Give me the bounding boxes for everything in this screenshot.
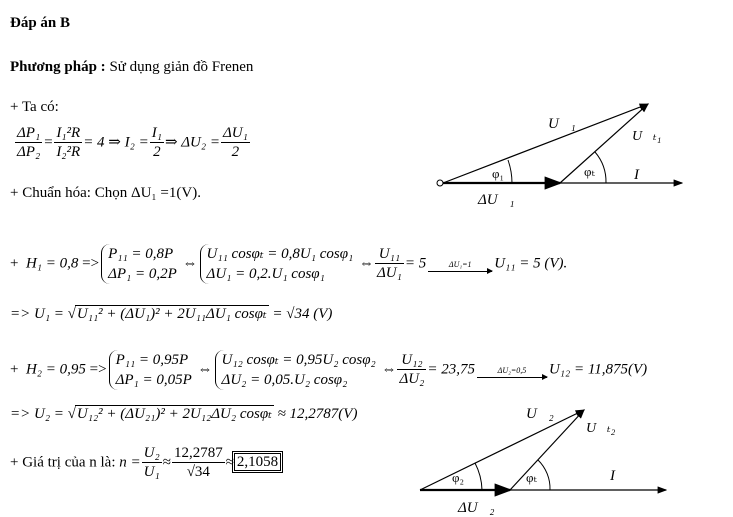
n-label: + Giá trị của n là: xyxy=(10,454,116,471)
origin-point xyxy=(437,180,443,186)
eq1-tail1: = 4 ⇒ I₂ = xyxy=(83,134,149,151)
n-value-line: + Giá trị của n là: n = $\frac{\text{U₂}}{\text{U₁}}$ ≈ $\frac{12,2787}{√34}$ ≈ 2,1058 xyxy=(10,446,281,480)
u1-sqrt: U₁₁² + (ΔU₁)² + 2U₁₁ΔU₁ cosφₜ xyxy=(76,306,267,322)
eq1-tail2: ⇒ ΔU₂ = xyxy=(164,134,220,151)
phi2-arc xyxy=(475,463,482,490)
normalize-line: + Chuẩn hóa: Chọn ΔU₁ =1(V). xyxy=(10,185,201,201)
du2-label: ΔU⃗₂ xyxy=(458,500,495,516)
i-label: I⃗ xyxy=(610,468,627,484)
phi1-arc xyxy=(508,160,512,183)
u1-equation: => U₁ = √U₁₁² + (ΔU₁)² + 2U₁₁ΔU₁ cosφₜ = √34 (V) xyxy=(10,306,333,322)
ut2-label: U⃗ₜ₂ xyxy=(586,421,616,436)
phasor-diagram-1 xyxy=(420,92,710,212)
phit-label: φₜ xyxy=(584,164,595,179)
h1-system-power: P₁₁ = 0,8P ΔP₁ = 0,2P xyxy=(101,244,179,284)
phit-label: φₜ xyxy=(526,470,537,485)
u1-label: U⃗₁ xyxy=(548,116,576,132)
method-text: Sử dụng giản đồ Frenen xyxy=(109,59,254,75)
h1-equation: + H₁ = 0,8 => P₁₁ = 0,8P ΔP₁ = 0,2P ⇔ U₁₁ cosφₜ = 0,8U₁ cosφ₁ ΔU₁ = 0,2.U₁ cosφ₁ ⇔ $\frac{\text{U₁₁}}{\text{ΔU₁}}$ = 5 ΔU₁=1 U₁₁ = 5 (V). xyxy=(10,246,568,282)
method-line xyxy=(10,60,253,75)
n-fraction-1: $\frac{\text{U₂}}{\text{U₁}}$ xyxy=(143,445,160,480)
answer-box: 2,1058 xyxy=(234,453,281,471)
h2-fraction: $\frac{\text{U₁₂}}{\text{ΔU₂}}$ xyxy=(399,352,425,387)
h2-equation: + H₂ = 0,95 => P₁₁ = 0,95P ΔP₁ = 0,05P ⇔ U₁₂ cosφₜ = 0,95U₂ cosφ₂ ΔU₂ = 0,05.U₂ cosφ₂ ⇔ $\frac{\text{U₁₂}}{\text{ΔU₂}}$ = 23,75 ΔU₂=0,5 U₁₂ = 11,875(V) xyxy=(10,352,648,388)
h1-result: U₁₁ = 5 (V). xyxy=(494,255,568,272)
u2-vector xyxy=(420,410,584,490)
h2-system-voltage: U₁₂ cosφₜ = 0,95U₂ cosφ₂ ΔU₂ = 0,05.U₂ cosφ₂ xyxy=(215,350,378,390)
fraction-du1-2: $\frac{\text{ΔU₁}}{2}$ xyxy=(222,125,248,160)
n-fraction-2: $\frac{12,2787}{√34}$ xyxy=(173,445,223,480)
h2-lhs: H₂ = 0,95 xyxy=(25,361,86,378)
u2-result: ≈ 12,2787(V) xyxy=(277,406,358,422)
ut2-vector xyxy=(510,410,584,490)
u2-equation: => U₂ = √U₁₂² + (ΔU₂₁)² + 2U₁₂ΔU₂ cosφₜ ≈ 12,2787(V) xyxy=(10,406,358,422)
fraction-dp: $\frac{\text{ΔP₁}}{\text{ΔP₂}}$ xyxy=(17,125,41,160)
du1-label: ΔU⃗₁ xyxy=(478,192,515,208)
h1-lhs: H₁ = 0,8 xyxy=(25,255,79,272)
equation-power-ratio: $\frac{\text{ΔP₁}}{\text{ΔP₂}}$ = $\frac{\text{I₁²R}}{\text{I₂²R}}$ = 4 ⇒ I₂ = $\frac{\text{I₁}}{2}$ ⇒ ΔU₂ = $\frac{\text{ΔU₁}}{2}$ xyxy=(17,125,248,160)
method-label: Phương pháp : xyxy=(10,59,106,75)
phit-arc xyxy=(538,460,550,490)
plus-sign: + xyxy=(10,255,19,272)
u1-vector xyxy=(443,104,648,183)
u1-result: = √34 (V) xyxy=(272,306,333,322)
h2-system-power: P₁₁ = 0,95P ΔP₁ = 0,05P xyxy=(109,350,194,390)
ut1-label: U⃗ₜ₁ xyxy=(632,129,662,144)
phit-arc xyxy=(595,152,606,183)
i-label: I⃗ xyxy=(634,167,651,183)
u2-sqrt: U₁₂² + (ΔU₂₁)² + 2U₁₂ΔU₂ cosφₜ xyxy=(76,406,272,422)
phasor-diagram-2 xyxy=(400,392,700,517)
h2-implies-arrow: ΔU₂=0,5 xyxy=(477,366,547,378)
h2-result: U₁₂ = 11,875(V) xyxy=(548,361,648,378)
h1-implies-arrow: ΔU₁=1 xyxy=(428,260,492,272)
phi2-label: φ₂ xyxy=(452,470,465,485)
h1-system-voltage: U₁₁ cosφₜ = 0,8U₁ cosφ₁ ΔU₁ = 0,2.U₁ cosφ₁ xyxy=(200,244,356,284)
h1-fraction: $\frac{\text{U₁₁}}{\text{ΔU₁}}$ xyxy=(376,246,402,281)
u2-label: U⃗₂ xyxy=(526,406,554,422)
ta-co-label: + Ta có: xyxy=(10,99,59,115)
phi1-label: φ₁ xyxy=(492,166,505,181)
fraction-i2r: $\frac{\text{I₁²R}}{\text{I₂²R}}$ xyxy=(56,125,81,160)
heading: Đáp án B xyxy=(10,15,71,31)
fraction-i1-2: $\frac{\text{I₁}}{2}$ xyxy=(151,125,162,160)
